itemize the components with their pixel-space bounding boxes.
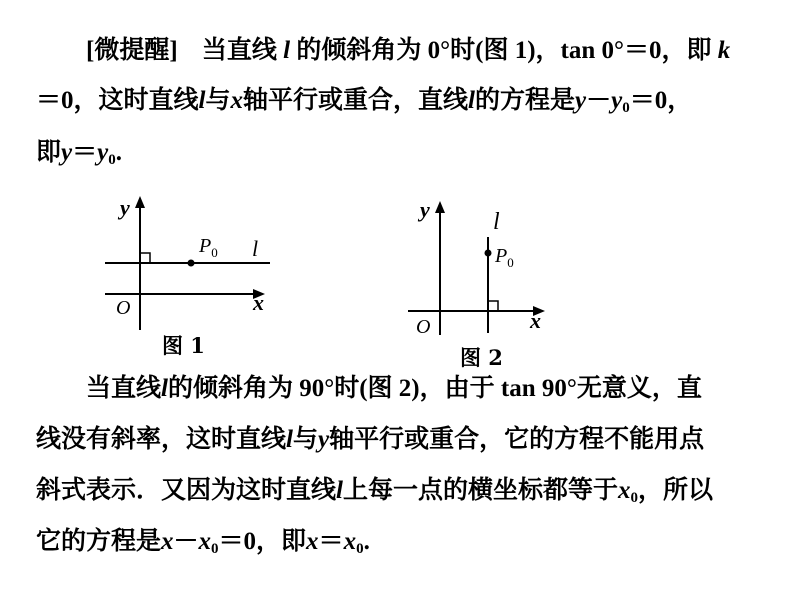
right-angle-mark xyxy=(488,301,498,311)
paragraph1-line3 xyxy=(36,138,762,175)
var-y: y xyxy=(574,87,587,114)
var-x: x xyxy=(306,528,319,555)
figure-1-caption: 图 1 xyxy=(162,333,205,358)
y-axis-arrow xyxy=(135,196,145,208)
text: 与 xyxy=(205,87,231,114)
paragraph1-line2 xyxy=(36,86,762,123)
paragraph2-line4 xyxy=(36,527,762,564)
subscript-0: 0 xyxy=(622,100,630,116)
y-label: y xyxy=(420,197,430,222)
text: ＝0， xyxy=(629,87,693,114)
figure-2-caption: 图 2 xyxy=(460,345,503,370)
y-label: y xyxy=(120,195,130,220)
text: ＝ xyxy=(72,139,98,166)
text: 它的方程是 xyxy=(36,528,162,555)
var-l: l xyxy=(283,37,291,64)
text: 上每一点的横坐标都等于 xyxy=(342,477,618,504)
text: － xyxy=(173,528,199,555)
var-x: x xyxy=(343,528,357,555)
text: . xyxy=(363,528,370,555)
text: ，所以 xyxy=(637,477,713,504)
figure-1 xyxy=(95,190,275,340)
var-x: x xyxy=(230,87,243,114)
subscript-0: 0 xyxy=(356,541,364,557)
subscript-0: 0 xyxy=(211,541,219,557)
var-y: y xyxy=(97,139,109,166)
text: ＝0，这时直线 xyxy=(36,87,199,114)
origin-label: O xyxy=(116,297,131,319)
paragraph2-line3 xyxy=(36,476,762,513)
subscript-0: 0 xyxy=(630,490,638,506)
var-y: y xyxy=(61,139,73,166)
text: － xyxy=(586,87,612,114)
var-l: l xyxy=(468,87,475,114)
origin-label: O xyxy=(416,316,431,338)
paragraph1-line1 xyxy=(36,36,762,66)
p0-label: $P_0$ xyxy=(495,245,514,270)
text: . xyxy=(115,139,122,166)
text: 斜式表示．又因为这时直线 xyxy=(36,477,337,504)
text: 的倾斜角为 0°时(图 1)，tan 0°＝0，即 xyxy=(296,37,712,64)
paragraph2-line2 xyxy=(36,425,762,455)
text: 即 xyxy=(36,139,62,166)
text: 当直线 xyxy=(201,37,277,64)
text: ＝ xyxy=(318,528,344,555)
text: 轴平行或重合，直线 xyxy=(242,87,468,114)
p0-label: $P_0$ xyxy=(199,235,218,260)
var-l: l xyxy=(161,375,168,402)
text: 当直线 xyxy=(86,375,162,402)
text: 与 xyxy=(292,426,318,453)
var-x: x xyxy=(617,477,631,504)
var-k: k xyxy=(717,37,731,64)
point-p0 xyxy=(485,250,492,257)
x-label: x xyxy=(253,290,264,315)
text: ＝0，即 xyxy=(218,528,307,555)
var-l: l xyxy=(336,477,343,504)
line-label: l xyxy=(493,209,500,235)
var-l: l xyxy=(286,426,293,453)
var-x: x xyxy=(161,528,174,555)
hint-tag: [微提醒] xyxy=(86,37,178,64)
var-y: y xyxy=(611,87,623,114)
right-angle-mark xyxy=(140,253,150,263)
y-axis-arrow xyxy=(435,201,445,213)
figure-2 xyxy=(400,195,560,345)
point-p0 xyxy=(188,260,195,267)
x-label: x xyxy=(530,308,541,333)
var-l: l xyxy=(198,87,206,114)
subscript-0: 0 xyxy=(108,152,116,168)
paragraph2-line1 xyxy=(36,374,762,404)
text: 线没有斜率，这时直线 xyxy=(36,426,287,453)
text: 轴平行或重合，它的方程不能用点 xyxy=(329,426,705,453)
text: 的倾斜角为 90°时(图 2)，由于 tan 90°无意义，直 xyxy=(167,375,702,402)
var-y: y xyxy=(317,426,330,453)
var-x: x xyxy=(198,528,212,555)
line-label: l xyxy=(252,236,259,261)
text: 的方程是 xyxy=(474,87,575,114)
